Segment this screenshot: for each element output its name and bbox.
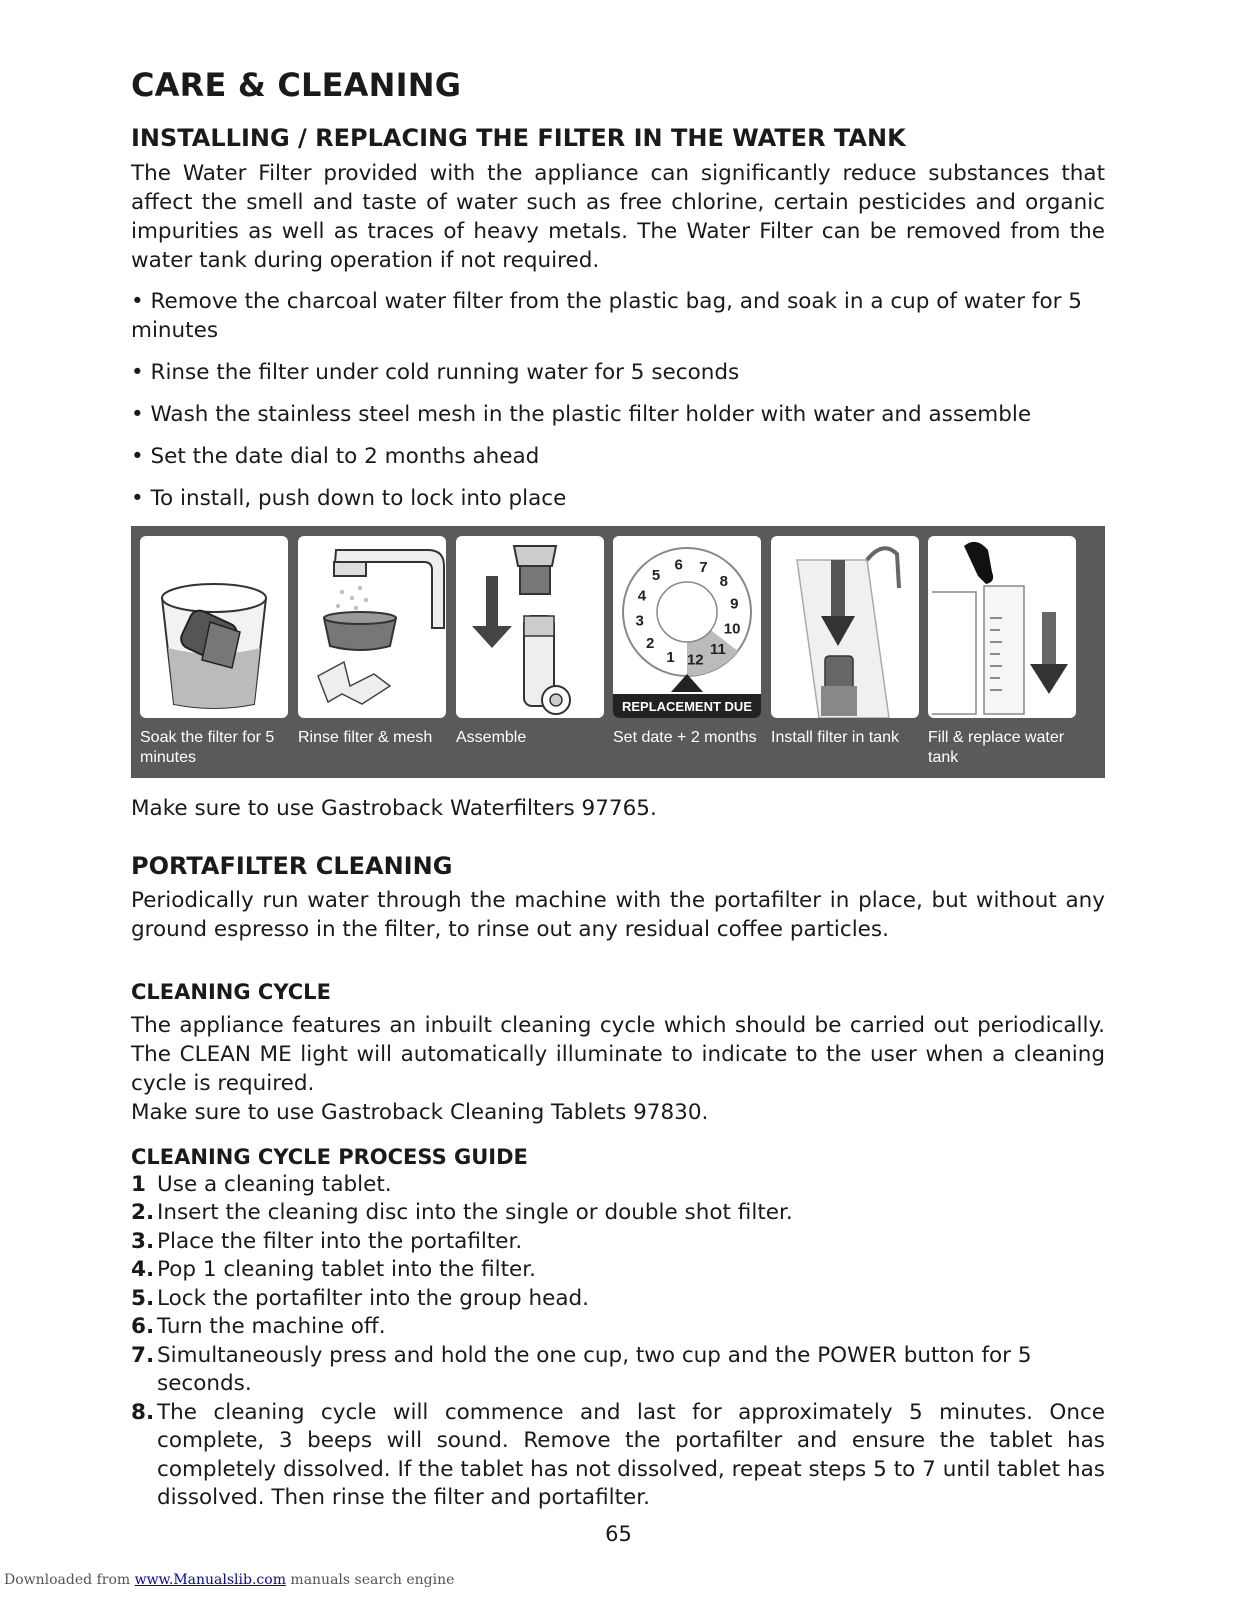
page-title: CARE & CLEANING [131,66,462,104]
dial-number: 11 [709,640,726,658]
step-text: Insert the cleaning disc into the single or double shot filter. [157,1200,793,1226]
bullet-item: • Wash the stainless steel mesh in the plastic filter holder with water and assemble [131,401,1032,427]
filter-heading: INSTALLING / REPLACING THE FILTER IN THE WATER TANK [131,124,906,153]
process-guide-section [131,1145,1105,1513]
step-number: 2. [131,1200,155,1226]
cleaning-cycle-heading: CLEANING CYCLE [131,980,331,1005]
bullet-item: • Rinse the filter under cold running water for 5 seconds [131,359,740,385]
step-number: 1 [131,1171,146,1197]
step-text: Place the filter into the portafilter. [157,1228,523,1254]
dial-number: 10 [723,620,741,638]
step-number: 3. [131,1228,155,1254]
dial-number: 3 [635,612,644,630]
caption-soak: Soak the filter for 5 minutes [140,728,275,766]
portafilter-heading: PORTAFILTER CLEANING [131,851,453,880]
step-number: 5. [131,1285,155,1311]
step-number: 6. [131,1314,155,1340]
step-item [131,1199,1105,1228]
step-text: Turn the machine off. [157,1314,386,1340]
date-dial-illustration [613,536,761,718]
step-item [131,1342,1105,1399]
portafilter-section [131,853,1105,945]
step-text: The cleaning cycle will commence and last for approximately 5 minutes. Once complete, 3 beeps will sound. Remove the portafilter and ensure the tablet has completely dissolved. If the tablet has not dissolved, repeat steps 5 to 7 until tablet has dissolved. Then rinse the filter and portafilter. [157,1399,1105,1511]
bullet-item: • To install, push down to lock into place [131,485,567,511]
cleaning-cycle-note: Make sure to use Gastroback Cleaning Tablets 97830. [131,1099,709,1125]
step-number: 8. [131,1399,155,1425]
dial-number: 2 [646,634,655,652]
step-item [131,1256,1105,1285]
dial-label: REPLACEMENT DUE [621,698,753,714]
dial-number: 9 [730,595,739,613]
bullet-item: • Set the date dial to 2 months ahead [131,443,540,469]
filter-intro: The Water Filter provided with the appliance can significantly reduce substances that affect the smell and taste of water such as free chlorine, certain pesticides and organic impurities as well as traces of heavy metals. The Water Filter can be removed from the water tank during operation if not required. [131,160,1105,273]
step-text: Lock the portafilter into the group head. [157,1285,589,1311]
step-number: 7. [131,1342,155,1368]
process-guide-heading: CLEANING CYCLE PROCESS GUIDE [131,1144,528,1169]
caption-install: Install filter in tank [771,728,900,746]
caption-set-date: Set date + 2 months [613,728,757,746]
assemble-illustration [456,536,604,718]
cleaning-cycle-text: The appliance features an inbuilt cleaning cycle which should be carried out periodically. The CLEAN ME light will automatically illuminate to indicate to the user when a cleaning cycle is required. [131,1012,1105,1096]
portafilter-text: Periodically run water through the machine with the portafilter in place, but without any ground espresso in the filter, to rinse out any residual coffee particles. [131,888,1105,943]
step-item [131,1285,1105,1314]
footer-prefix: Downloaded from [4,1572,135,1588]
rinse-illustration [298,536,446,718]
step-item [131,1171,1105,1200]
step-number: 4. [131,1257,155,1283]
caption-rinse: Rinse filter & mesh [298,728,433,746]
step-text: Use a cleaning tablet. [157,1171,392,1197]
bullet-item: • Remove the charcoal water filter from the plastic bag, and soak in a cup of water for 5 minutes [131,288,1082,343]
soak-illustration [140,536,288,718]
cleaning-cycle-section [131,980,1105,1126]
caption-fill: Fill & replace water tank [928,728,1065,766]
step-text: Simultaneously press and hold the one cup, two cup and the POWER button for 5 seconds. [157,1342,1032,1397]
filter-steps-panel [131,526,1105,778]
dial-number: 8 [719,572,728,590]
filter-bullets [131,287,1105,513]
fill-tank-illustration [928,536,1076,718]
dial-number: 5 [651,566,661,584]
filter-note: Make sure to use Gastroback Waterfilters 97765. [131,795,657,821]
caption-assemble: Assemble [456,728,527,746]
step-item [131,1399,1105,1513]
dial-number: 7 [699,558,708,576]
footer-link[interactable]: www.Manualslib.com [134,1572,286,1588]
page-number: 65 [605,1522,632,1546]
footer-suffix: manuals search engine [285,1572,455,1588]
install-illustration [771,536,919,718]
footer [4,1572,454,1588]
dial-number: 1 [666,648,675,666]
dial-number: 12 [686,651,704,669]
dial-number: 4 [637,587,647,605]
manual-page [131,68,1105,1513]
step-item [131,1228,1105,1257]
step-item [131,1313,1105,1342]
dial-number: 6 [674,556,683,574]
process-steps [131,1171,1105,1513]
step-text: Pop 1 cleaning tablet into the filter. [157,1257,536,1283]
